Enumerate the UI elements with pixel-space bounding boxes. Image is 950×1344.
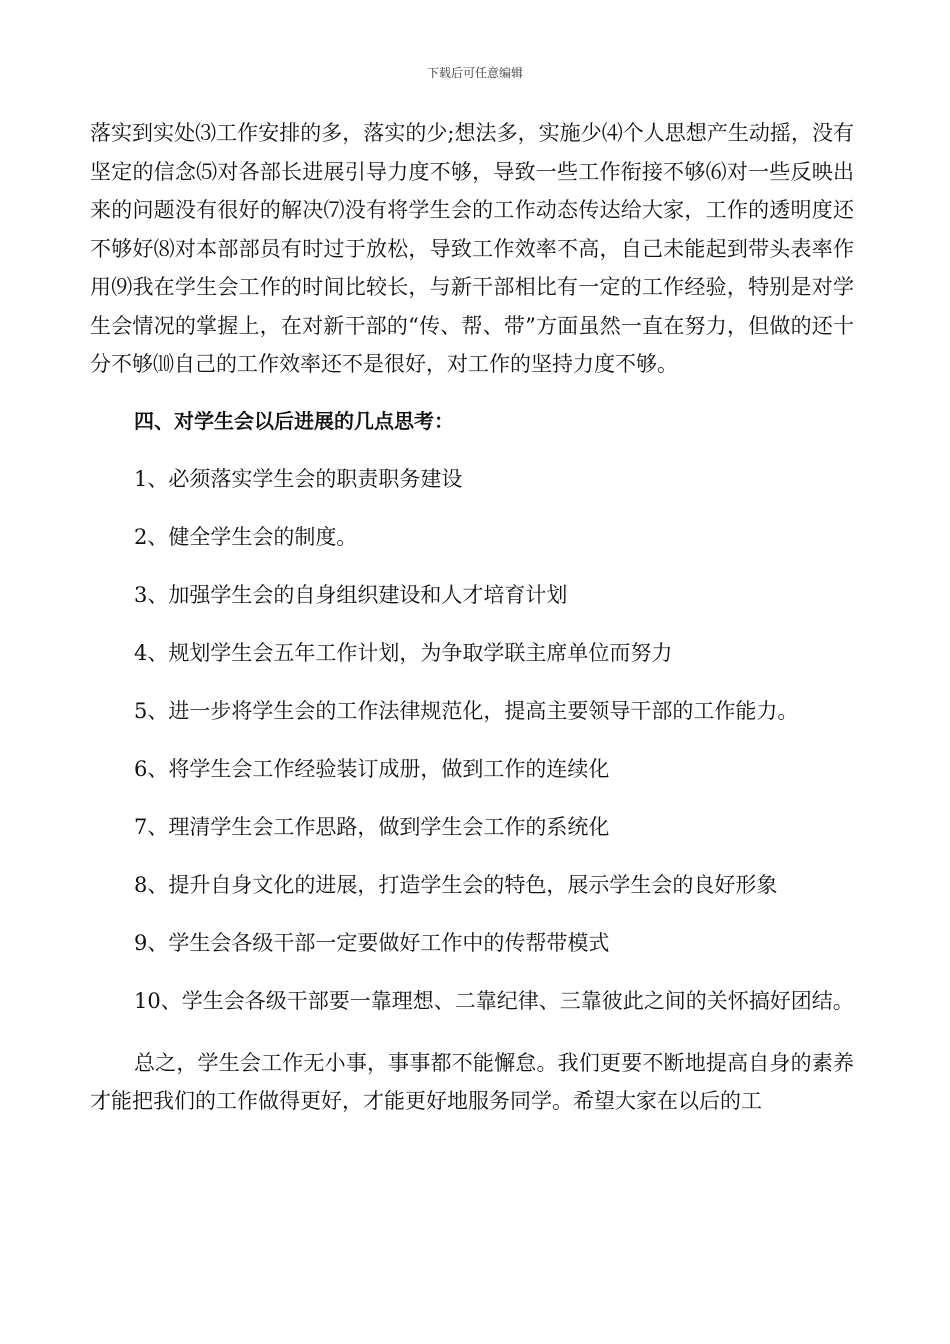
list-item: 3、加强学生会的自身组织建设和人才培育计划 <box>134 582 568 607</box>
reflection-list <box>90 460 854 1020</box>
list-item: 6、将学生会工作经验装订成册，做到工作的连续化 <box>134 756 610 781</box>
conclusion-paragraph: 总之，学生会工作无小事，事事都不能懈怠。我们更要不断地提高自身的素养才能把我们的工作做得更好，才能更好地服务同学。希望大家在以后的工 <box>90 1050 854 1113</box>
section-heading: 四、对学生会以后进展的几点思考： <box>134 408 454 433</box>
page-header: 下载后可任意编辑 <box>426 66 523 80</box>
list-item: 7、理清学生会工作思路，做到学生会工作的系统化 <box>134 814 610 839</box>
intro-paragraph: 落实到实处⑶工作安排的多，落实的少;想法多，实施少⑷个人思想产生动摇，没有坚定的信念⑸对各部长进展引导力度不够，导致一些工作衔接不够⑹对一些反映出来的问题没有很好的解决⑺没有将学生会的工作动态传达给大家，工作的透明度还不够好⑻对本部部员有时过于放松，导致工作效率不高，自己未能起到带头表率作用⑼我在学生会工作的时间比较长，与新干部相比有一定的工作经验，特别是对学生会情况的掌握上，在对新干部的“传、帮、带”方面虽然一直在努力，但做的还十分不够⑽自己的工作效率还不是很好，对工作的坚持力度不够。 <box>90 121 854 376</box>
document-body <box>90 114 854 1142</box>
list-item: 10、学生会各级干部要一靠理想、二靠纪律、三靠彼此之间的关怀搞好团结。 <box>134 988 854 1013</box>
list-item: 1、必须落实学生会的职责职务建设 <box>134 466 463 491</box>
list-item: 9、学生会各级干部一定要做好工作中的传帮带模式 <box>134 930 610 955</box>
list-item: 5、进一步将学生会的工作法律规范化，提高主要领导干部的工作能力。 <box>134 698 799 723</box>
list-item: 2、健全学生会的制度。 <box>134 524 358 549</box>
list-item: 4、规划学生会五年工作计划，为争取学联主席单位而努力 <box>134 640 673 665</box>
list-item: 8、提升自身文化的进展，打造学生会的特色，展示学生会的良好形象 <box>134 872 778 897</box>
